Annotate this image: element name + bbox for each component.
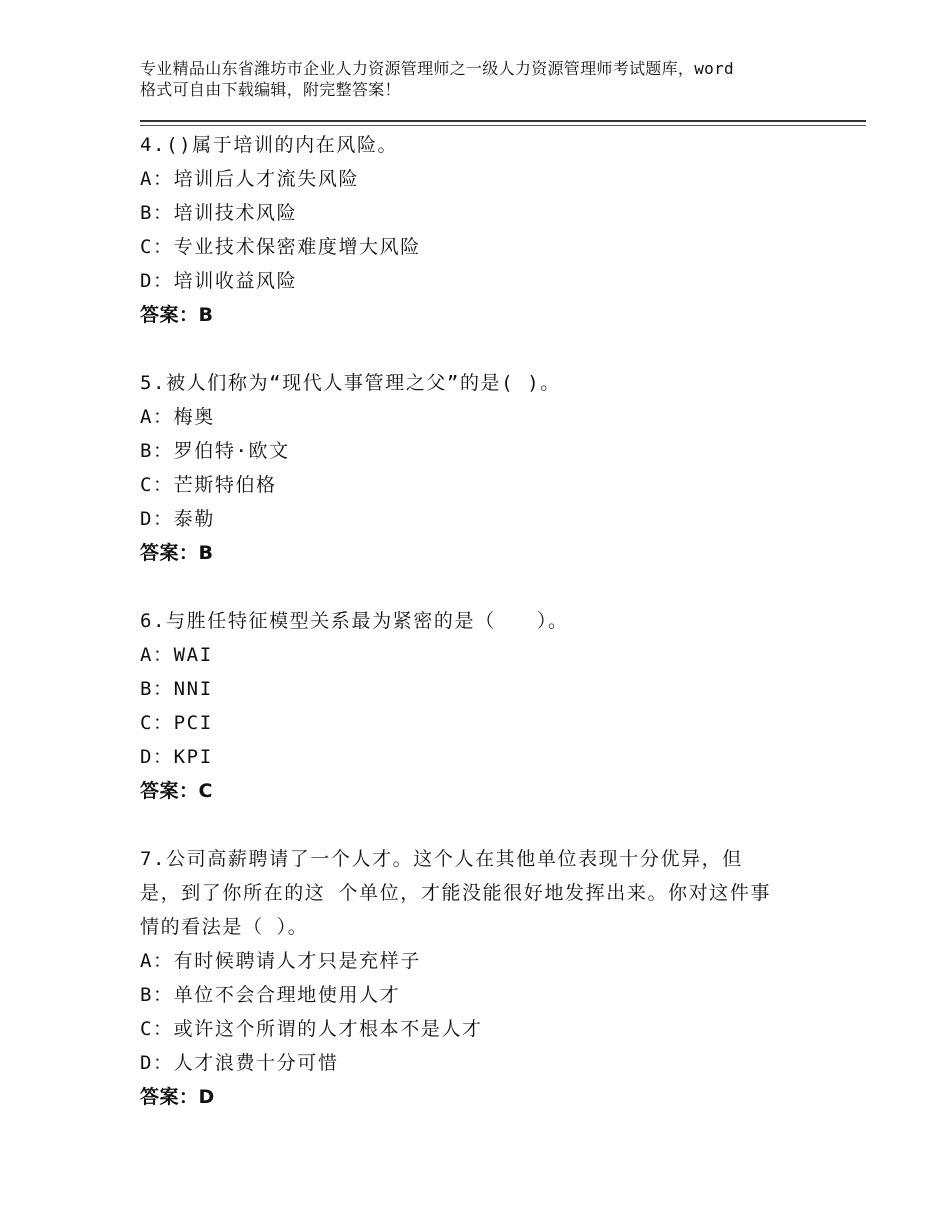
header-title-line-1: 专业精品山东省潍坊市企业人力资源管理师之一级人力资源管理师考试题库，word: [140, 59, 734, 78]
option-a: A：培训后人才流失风险: [140, 168, 360, 190]
option-c: C：或许这个所谓的人才根本不是人才: [140, 1018, 483, 1040]
question-stem: 4.()属于培训的内在风险。: [140, 134, 399, 156]
question-7: [140, 842, 840, 1114]
option-d: D：培训收益风险: [140, 270, 298, 292]
option-c: C：芒斯特伯格: [140, 474, 277, 496]
option-a: A：梅奥: [140, 406, 215, 428]
answer-line: 答案：D: [140, 1086, 215, 1108]
question-6: [140, 604, 840, 808]
header-divider-thin: [140, 125, 866, 126]
question-stem-line-2: 是，到了你所在的这 个单位，才能没能很好地发挥出来。你对这件事: [140, 882, 772, 904]
option-a: A：WAI: [140, 644, 213, 666]
question-list: [140, 128, 840, 1148]
document-header: [140, 58, 840, 100]
option-d: D：KPI: [140, 746, 213, 768]
option-c: C：专业技术保密难度增大风险: [140, 236, 421, 258]
header-title-line-2: 格式可自由下载编辑，附完整答案！: [140, 80, 401, 99]
option-a: A：有时候聘请人才只是充样子: [140, 950, 421, 972]
question-stem-line-3: 情的看法是（ ）。: [140, 916, 309, 938]
option-c: C：PCI: [140, 712, 213, 734]
option-b: B：罗伯特·欧文: [140, 440, 290, 462]
option-b: B：培训技术风险: [140, 202, 298, 224]
option-b: B：NNI: [140, 678, 213, 700]
answer-line: 答案：B: [140, 304, 214, 326]
question-stem: 6.与胜任特征模型关系最为紧密的是（ ）。: [140, 610, 569, 632]
answer-line: 答案：C: [140, 780, 213, 802]
answer-line: 答案：B: [140, 542, 214, 564]
option-b: B：单位不会合理地使用人才: [140, 984, 401, 1006]
question-4: [140, 128, 840, 332]
header-divider-thick: [140, 120, 866, 122]
option-d: D：人才浪费十分可惜: [140, 1052, 339, 1074]
question-5: [140, 366, 840, 570]
question-stem-line-1: 7.公司高薪聘请了一个人才。这个人在其他单位表现十分优异，但: [140, 848, 743, 870]
question-stem: 5.被人们称为“现代人事管理之父”的是( )。: [140, 372, 561, 394]
option-d: D：泰勒: [140, 508, 215, 530]
